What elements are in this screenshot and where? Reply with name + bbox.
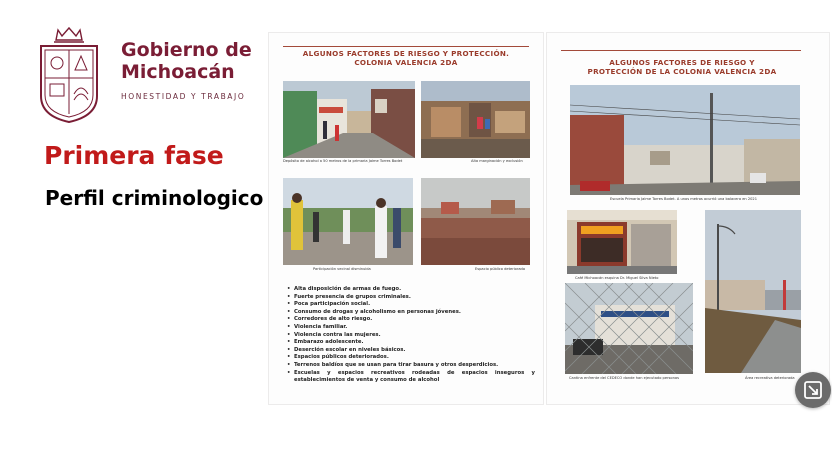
slide-a-title	[273, 49, 539, 67]
factor-item: • Escuelas y espacios recreativos rodeadas de espacios inseguros y establecimientos de venta y consumo de alcohol	[285, 370, 535, 385]
expand-icon	[795, 372, 831, 408]
factor-item: • Embarazo adolescente.	[285, 339, 535, 347]
caption-cantina: Cantina enfrente del CEDECO donde han ejecutado personas	[569, 376, 679, 380]
photo-cafe-corner	[567, 210, 677, 274]
caption-public-space: Espacio público deteriorado	[475, 267, 526, 271]
profile-title: Perfil criminologico	[45, 186, 264, 210]
michoacan-seal-logo	[38, 26, 100, 124]
photo-marginal-housing	[421, 81, 530, 158]
factor-item: • Deserción escolar en niveles básicos.	[285, 347, 535, 355]
slide-b-title-line1: ALGUNOS FACTORES DE RIESGO Y	[609, 58, 755, 67]
brand-motto: HONESTIDAD Y TRABAJO	[121, 92, 246, 101]
risk-factors-slide-a	[269, 33, 543, 404]
phase-title: Primera fase	[44, 141, 224, 170]
factor-item: • Terrenos baldíos que se usan para tirar basura y otros desperdicios.	[285, 362, 535, 370]
brand-name-line1: Gobierno de	[121, 39, 252, 61]
risk-factors-slide-b	[547, 33, 829, 404]
expand-button[interactable]	[795, 372, 831, 408]
government-name	[121, 39, 271, 83]
photo-recreational-area	[705, 210, 801, 373]
caption-recreational: Área recreativa deteriorada	[745, 376, 795, 380]
photo-deteriorated-space	[421, 178, 530, 265]
caption-liquor-store: Depósito de alcohol a 50 metros de la primaria Jaime Torres Bodet	[283, 159, 403, 163]
photo-cantina-fence	[565, 283, 693, 374]
photo-neighborhood-meeting	[283, 178, 413, 265]
caption-school: Escuela Primaria Jaime Torres Bodet. A unos metros ocurrió una balacera en 2021	[610, 197, 757, 201]
slide-a-title-line1: ALGUNOS FACTORES DE RIESGO Y PROTECCIÓN.	[302, 49, 510, 58]
slide-a-title-line2: COLONIA VALENCIA 2DA	[354, 58, 458, 67]
factor-item: • Consumo de drogas y alcoholismo en personas jóvenes.	[285, 309, 535, 317]
factor-item: • Poca participación social.	[285, 301, 535, 309]
slide-b-title	[551, 58, 813, 76]
slide-b-title-line2: PROTECCIÓN DE LA COLONIA VALENCIA 2DA	[587, 67, 777, 76]
factor-item: • Violencia familiar.	[285, 324, 535, 332]
photo-liquor-store-street	[283, 81, 415, 158]
title-rule	[283, 46, 529, 47]
brand-name-line2: Michoacán	[121, 61, 235, 83]
risk-factor-list	[285, 286, 535, 385]
factor-item: • Corredores de alto riesgo.	[285, 316, 535, 324]
factor-item: • Espacios públicos deteriorados.	[285, 354, 535, 362]
factor-item: • Fuerte presencia de grupos criminales.	[285, 294, 535, 302]
factor-item: • Violencia contra las mujeres.	[285, 332, 535, 340]
title-rule	[561, 50, 801, 51]
caption-cafe: Café Michoacán esquina Dr. Miguel Silva Nieto	[575, 276, 659, 280]
factor-item: • Alta disposición de armas de fuego.	[285, 286, 535, 294]
photo-school-street	[570, 85, 800, 195]
caption-marginalization: Alta marginación y exclusión	[471, 159, 523, 163]
caption-participation: Participación vecinal disminuida	[313, 267, 371, 271]
